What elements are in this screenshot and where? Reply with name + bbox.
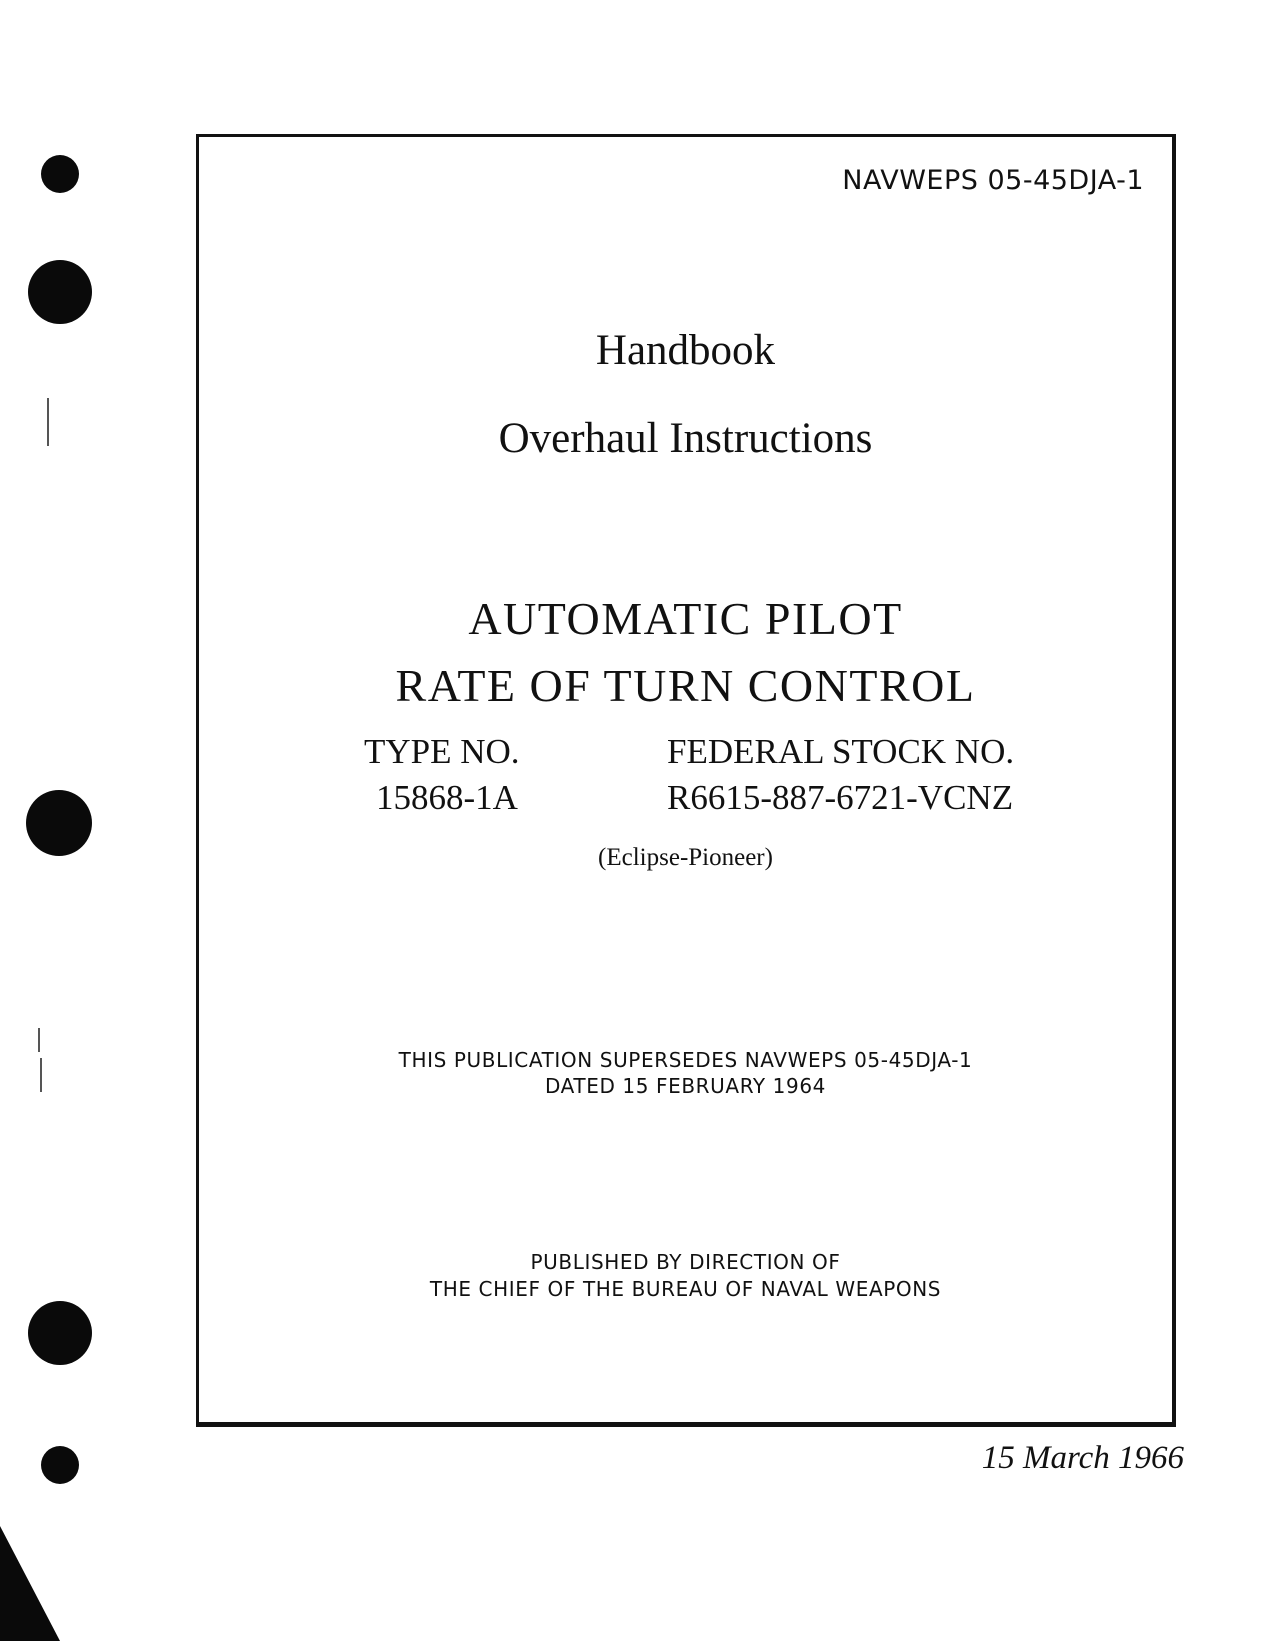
punch-hole [28,1301,92,1365]
stock-value: R6615-887-6721-VCNZ [667,778,1014,817]
published-line-1: PUBLISHED BY DIRECTION OF [530,1250,841,1274]
type-label: TYPE NO. [364,732,520,771]
document-category: Handbook [595,327,776,374]
scan-mark [38,1028,40,1052]
publication-date: 15 March 1966 [981,1440,1184,1476]
type-value: 15868-1A [376,778,518,817]
cover-frame [196,134,1176,1427]
publication-number: NAVWEPS 05-45DJA-1 [842,165,1144,196]
supersedes-line-2: DATED 15 FEBRUARY 1964 [545,1074,826,1098]
manufacturer: (Eclipse-Pioneer) [598,844,773,871]
punch-hole [41,155,79,193]
title-line-1: AUTOMATIC PILOT [468,593,903,644]
supersedes-line-1: THIS PUBLICATION SUPERSEDES NAVWEPS 05-45DJA-1 [398,1048,973,1072]
scan-mark [40,1058,42,1092]
punch-hole [28,260,92,324]
scan-mark [47,398,49,446]
title-line-2: RATE OF TURN CONTROL [395,660,976,711]
punch-hole [26,790,92,856]
page-corner-shadow [0,1526,60,1641]
stock-label: FEDERAL STOCK NO. [667,732,1015,771]
published-line-2: THE CHIEF OF THE BUREAU OF NAVAL WEAPONS [429,1277,942,1301]
document-subtitle: Overhaul Instructions [498,415,873,462]
punch-hole [41,1446,79,1484]
